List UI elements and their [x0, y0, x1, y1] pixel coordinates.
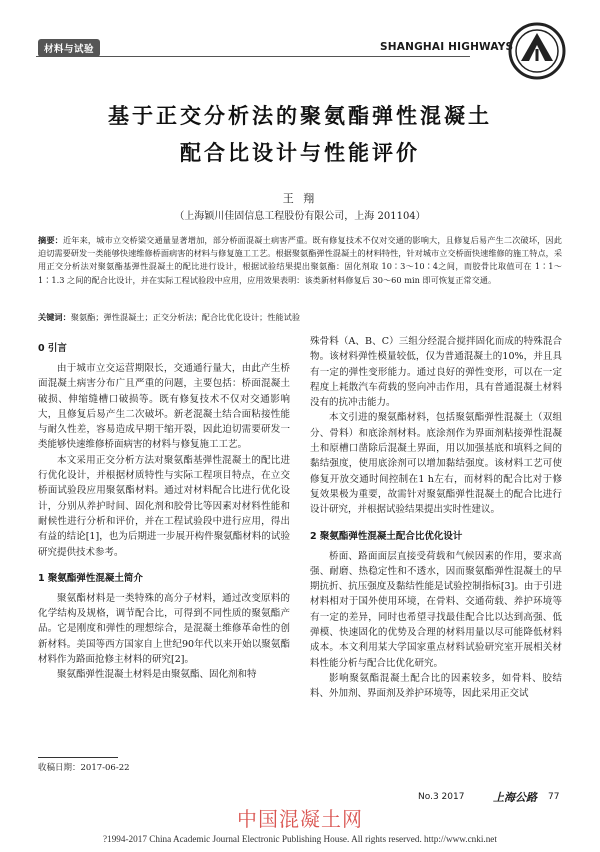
paragraph: 聚氨酯弹性混凝土材料是由聚氨酯、固化剂和特	[57, 669, 257, 681]
heading-section-2: 2 聚氨酯弹性混凝土配合比优化设计	[310, 530, 463, 542]
copyright-line: ?1994-2017 China Academic Journal Electronic Publishing House. All rights reserved. http://www.cnki.net	[103, 834, 497, 844]
paragraph: 殊骨料（A、B、C）三组分经混合搅拌固化而成的特殊混合物。该材料弹性模量较低，仅为普通混凝土的10%，并且具有一定的弹性变形能力。通过良好的弹性变形，可以在一定程度上耗散汽车荷载的竖向冲击作用，具有普通混凝土材料没有的抗冲击能力。	[310, 336, 562, 409]
abstract-text: 近年来，城市立交桥梁交通量显著增加，部分桥面混凝土病害严重。既有修复技术不仅对交通的影响大，且修复后易产生二次破坏，因此迫切需要研发一类能够快速维修桥面病害的材料与修复施工工艺。根据聚氨酯弹性混凝土的材料特性，针对城市立交桥面快速维修的施工特点，采用正交分析法对聚氨酯基弹性混凝土的配比进行设计，根据试验结果提出聚氨酯：固化剂取 10∶3～10∶4之间，而胶骨比取值可在 1∶1～1∶1.3 之间的配合比设计，并在实际工程试验段中应用，应用效果表明：该类新材料修复后 30～60 min 即可恢复正常交通。	[38, 235, 563, 285]
highway-emblem-icon	[507, 21, 567, 81]
watermark: 中国混凝土网	[237, 807, 363, 831]
journal-name-cn: 上海公路	[493, 791, 537, 804]
heading-section-1: 1 聚氨酯弹性混凝土简介	[38, 572, 143, 584]
keywords	[38, 311, 562, 324]
issue-number: No.3 2017	[418, 792, 465, 802]
article-title-line-1: 基于正交分析法的聚氨酯弹性混凝土	[108, 104, 492, 128]
affiliation: （上海颖川佳固信息工程股份有限公司，上海 201104）	[174, 211, 426, 222]
received-date: 收稿日期：2017-06-22	[38, 763, 130, 773]
paragraph: 本文采用正交分析方法对聚氨酯基弹性混凝土的配比进行优化设计，并根据材质特性与实际工程项目特点，在立交桥面试验段应用聚氨酯材料。通过对材料配合比进行优化设计，分别从养护时间、固化剂和胶骨比等因素对材料性能和耐候性进行分析和评价，并在工程试验段中进行应用，得出有益的结论[1]，也为后期进一步展开构件聚氨酯材料的试验研究提供技术参考。	[38, 454, 290, 558]
article-title-line-2: 配合比设计与性能评价	[180, 141, 420, 165]
journal-name-en: SHANGHAI HIGHWAYS	[380, 41, 514, 53]
paragraph: 桥面、路面面层直接受荷载和气候因素的作用，要求高强、耐磨、热稳定性和不透水，因而聚氨酯弹性混凝土的早期抗折、抗压强度及黏结性能是试验控制指标[3]。由于引进材料相对于国外使用环境，在骨料、交通荷载、养护环境等有一定的差异，同时也希望寻找最佳配合比以达到高强、低弹模、快速固化的优势及合理的材料用量以尽可能降低材料成本。本文利用某大学国家重点材料试验研究室开展相关材料性能分析与配合比优化研究。	[310, 550, 562, 669]
heading-introduction: 0 引言	[38, 343, 67, 354]
keywords-text: 聚氨酯；弹性混凝土；正交分析法；配合比优化设计；性能试验	[70, 312, 301, 322]
paragraph: 本文引进的聚氨酯材料，包括聚氨酯弹性混凝土（双组分、骨料）和底涂剂材料。底涂剂作为界面剂粘接弹性混凝土和原槽口凿除后混凝土界面，用以加强基底和填料之间的黏结强度，使用底涂剂可以增加黏结强度。该材料工艺可使修复开放交通时间控制在1 h左右，而材料的配合比对于修复效果极为重要，故需针对聚氨酯弹性混凝土的配合比进行设计研究，并根据试验结果提出实时性建议。	[310, 412, 562, 516]
section-tag: 材料与试验	[38, 39, 100, 57]
left-column	[38, 330, 290, 683]
page-number: 77	[548, 792, 560, 802]
abstract-label: 摘要：	[38, 235, 63, 245]
keywords-label: 关键词：	[38, 312, 71, 322]
paragraph: 影响聚氨酯混凝土配合比的因素较多，如骨料、胶结料、外加剂、界面剂及养护环境等，因此采用正交试	[310, 672, 562, 700]
paragraph: 由于城市立交运营期限长，交通通行量大，由此产生桥面混凝土病害分布广且严重的问题，主要包括：桥面混凝土破损、伸缩缝槽口破损等。既有修复技术不仅对交通影响大，且修复后易产生二次破坏。新老混凝土结合面粘接性能与耐久性差，容易造成早期干缩开裂，因此迫切需要研发一类能够快速维修桥面病害的材料与修复施工工艺。	[38, 363, 290, 451]
right-column	[310, 334, 562, 702]
abstract	[38, 234, 562, 287]
footnote-rule	[38, 757, 118, 758]
header-rule	[36, 56, 470, 57]
author: 王 翔	[282, 192, 318, 205]
paragraph: 聚氨酯材料是一类特殊的高分子材料，通过改变原料的化学结构及规格，调节配合比，可得到不同性质的聚氨酯产品。它是刚度和弹性的理想综合，是混凝土维修革命性的创新材料。美国等西方国家自上世纪90年代以来开始以聚氨酯材料作为路面抢修主材料的研究[2]。	[38, 592, 290, 666]
